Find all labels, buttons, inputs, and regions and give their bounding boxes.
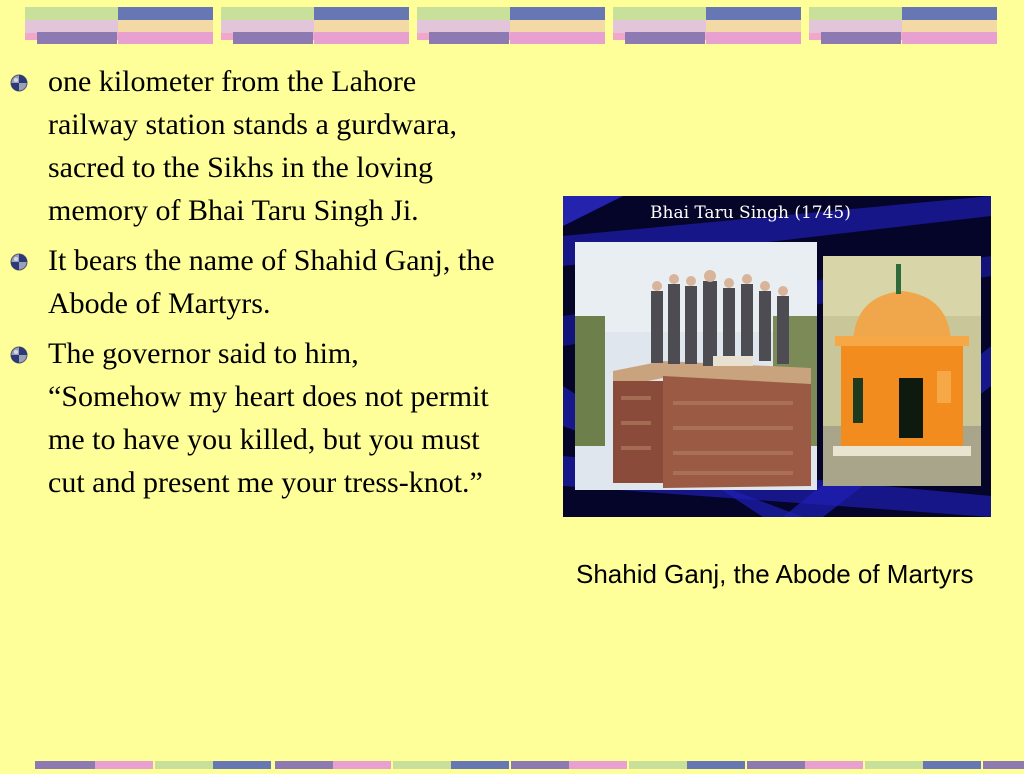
bullet-text-2: It bears the name of Shahid Ganj, the Abode of Martyrs. (48, 244, 495, 320)
bullet-text-1: one kilometer from the Lahore railway station stands a gurdwara, sacred to the Sikhs in the loving memory of Bhai Taru Singh Ji. (48, 65, 458, 227)
top-band-block-4 (613, 7, 801, 44)
bullet-item-1 (0, 60, 496, 232)
left-photo-brick-platform (575, 242, 817, 490)
bullet-text-3: The governor said to him, “Somehow my heart does not permit me to have you killed, but you must cut and present me your tress-knot.” (48, 337, 489, 499)
top-band-block-5 (809, 7, 997, 44)
top-band-pattern (0, 0, 1024, 52)
photo-collage (563, 196, 991, 517)
photo-collage-art (563, 196, 991, 517)
sphere-bullet-icon (10, 253, 28, 271)
bullet-list (0, 60, 520, 511)
bottom-band-pattern (0, 757, 1024, 769)
photo-title: Bhai Taru Singh (1745) (650, 203, 851, 223)
top-decorative-band (0, 0, 1024, 52)
top-band-block-3 (417, 7, 605, 44)
sphere-bullet-icon (10, 74, 28, 92)
right-photo-orange-shrine (823, 256, 981, 486)
top-band-block-2 (221, 7, 409, 44)
bottom-decorative-band (0, 756, 1024, 768)
bullet-item-3 (0, 332, 496, 504)
sphere-bullet-icon (10, 346, 28, 364)
bullet-item-2 (0, 239, 496, 325)
photo-caption: Shahid Ganj, the Abode of Martyrs (576, 559, 974, 589)
top-band-block-1 (25, 7, 213, 44)
